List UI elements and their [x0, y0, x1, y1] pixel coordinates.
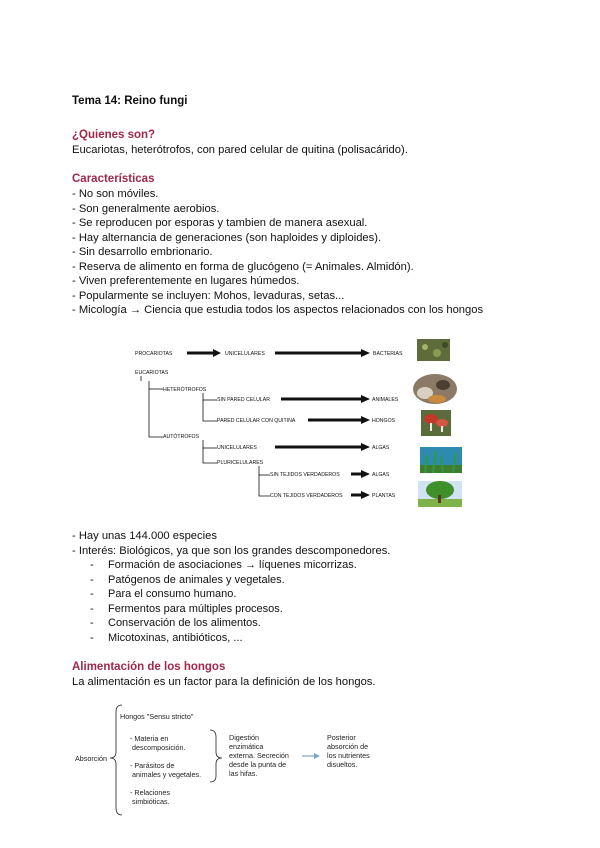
feeding-diagram — [70, 700, 390, 820]
plant-image — [418, 481, 462, 507]
label-posterior-3: los nutrientes — [327, 751, 370, 760]
label-algas-2: ALGAS — [372, 472, 390, 478]
brace-left — [110, 705, 122, 815]
sub-list-item: - Formación de asociaciones → líquenes micorrizas. — [90, 559, 357, 571]
label-digestion-4: desde la punta de — [229, 760, 287, 769]
classification-diagram — [125, 335, 475, 510]
label-bacterias: BACTERIAS — [373, 351, 403, 357]
list-item: - Viven preferentemente en lugares húmedos. — [72, 275, 300, 287]
list-item: - No son móviles. — [72, 188, 159, 200]
sub-list-item: - Para el consumo humano. — [90, 588, 237, 600]
label-parasitos-2: animales y vegetales. — [132, 770, 202, 779]
label-heterotrofos: HETERÓTROFOS — [163, 387, 207, 393]
sub-list-item: - Fermentos para múltiples procesos. — [90, 602, 283, 615]
quienes-heading: ¿Quienes son? — [72, 129, 156, 141]
list-item: - Hay alternancia de generaciones (son haploides y diploides). — [72, 231, 382, 244]
sub-list-item: - Patógenos de animales y vegetales. — [90, 573, 285, 586]
label-hongos: HONGOS — [372, 418, 396, 424]
label-posterior-2: absorción de — [327, 742, 369, 751]
caracteristicas-heading: Características — [72, 173, 155, 185]
label-posterior-4: disueltos. — [327, 760, 358, 769]
list-item: - Reserva de alimento en forma de glucógeno (= Animales. Almidón). — [72, 260, 414, 273]
quienes-text: Eucariotas, heterótrofos, con pared celular de quitina (polisacárido). — [72, 144, 408, 156]
label-con-tejidos: CON TEJIDOS VERDADEROS — [270, 493, 343, 499]
label-unicelulares-2: UNICELULARES — [217, 445, 257, 451]
label-pluricelulares: PLURICELULARES — [217, 460, 264, 466]
alimentacion-heading: Alimentación de los hongos — [72, 661, 226, 673]
label-materia-1: - Materia en — [130, 734, 169, 743]
list-item: - Interés: Biológicos, ya que son los grandes descomponedores. — [72, 544, 391, 557]
label-absorcion: Absorción — [75, 754, 107, 763]
label-digestion-5: las hifas. — [229, 769, 258, 778]
label-digestion-1: Digestión — [229, 733, 259, 742]
bacteria-image — [417, 339, 450, 361]
label-digestion-3: externa. Secreción — [229, 751, 289, 760]
list-item: - Micología → Ciencia que estudia todos los aspectos relacionados con los hongos — [72, 304, 484, 316]
label-animales: ANIMALES — [372, 397, 399, 403]
label-parasitos-1: - Parásitos de — [130, 761, 175, 770]
label-algas-1: ALGAS — [372, 445, 390, 451]
alimentacion-text: La alimentación es un factor para la definición de los hongos. — [72, 676, 376, 688]
animals-image — [413, 374, 457, 404]
label-relaciones-1: - Relaciones — [130, 788, 170, 797]
label-procariotas: PROCARIOTAS — [135, 351, 173, 357]
list-item: - Se reproducen por esporas y tambien de manera asexual. — [72, 217, 368, 229]
fungi-image — [421, 410, 451, 436]
list-item: - Son generalmente aerobios. — [72, 202, 220, 215]
list-item: - Hay unas 144.000 especies — [72, 530, 217, 542]
label-unicelulares: UNICELULARES — [225, 351, 265, 357]
list-item: - Sin desarrollo embrionario. — [72, 246, 213, 258]
label-posterior-1: Posterior — [327, 733, 356, 742]
arrow-right-icon — [302, 753, 320, 759]
page-title: Tema 14: Reino fungi — [72, 95, 188, 107]
label-plantas: PLANTAS — [372, 493, 396, 499]
label-materia-2: descomposición. — [132, 743, 186, 752]
sub-list-item: - Micotoxinas, antibióticos, ... — [90, 631, 243, 644]
label-relaciones-2: simbióticas. — [132, 797, 170, 806]
label-eucariotas: EUCARIOTAS — [135, 370, 169, 376]
sub-list-item: - Conservación de los alimentos. — [90, 617, 261, 629]
algae-image — [420, 447, 462, 473]
label-autotrofos: AUTÓTROFOS — [163, 434, 200, 440]
label-digestion-2: enzimática — [229, 742, 264, 751]
brace-right — [210, 730, 222, 782]
label-sin-pared: SIN PARED CELULAR — [217, 397, 270, 403]
label-hongos-sensu: Hongos "Sensu stricto" — [120, 712, 194, 721]
label-sin-tejidos: SIN TEJIDOS VERDADEROS — [270, 472, 340, 478]
label-pared-quitina: PARED CELULAR CON QUITINA — [217, 418, 296, 424]
list-item: - Popularmente se incluyen: Mohos, levaduras, setas... — [72, 289, 345, 302]
